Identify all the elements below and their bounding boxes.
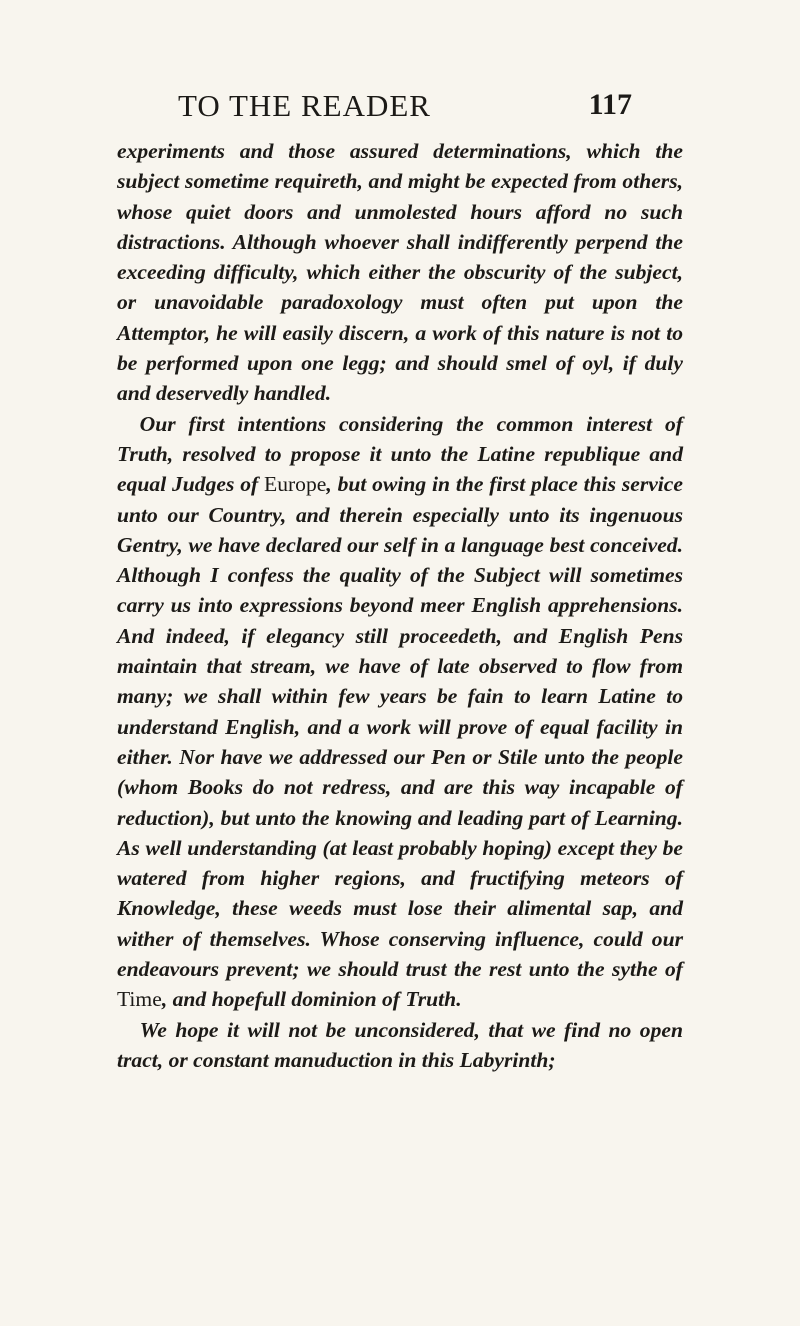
paragraph-3-text: We hope it will not be unconsidered, that we find no open tract, or constant manuduction in this Labyrinth; [117,1017,683,1072]
page-number: 117 [588,88,632,121]
paragraph-2-roman-time: Time [117,987,162,1012]
paragraph-1-text: experiments and those assured determinations, which the subject sometime requireth, and might be expected from others, whose quiet doors and unmolested hours afford no such distractions. Although whoever shall indifferently perpend the exceeding difficulty, which either the obscurity of the subject, or unavoidable paradoxology must often put upon the Attemptor, he will easily discern, a work of this nature is not to be performed upon one legg; and should smel of oyl, if duly and deservedly handled. [117,139,683,406]
paragraph-2-text-a: Our first intentions considering the common interest of Truth, resolved to propose it unto the Latine republique and equal Judges of [117,411,683,497]
paragraph-2-text-c: , and hopefull dominion of Truth. [161,987,462,1012]
paragraph-3 [117,1015,683,1076]
paragraph-1 [117,136,683,409]
paragraph-2 [117,409,683,1015]
paragraph-2-roman-europe: Europe [264,472,327,497]
paragraph-2-text-b: , but owing in the first place this service unto our Country, and therein especially unto its ingenuous Gentry, we have declared our self in a language best conceived. Although I confess the quality of the Subject will sometimes carry us into expressions beyond meer English apprehensions. And indeed, if elegancy still proceedeth, and English Pens maintain that stream, we have of late observed to flow from many; we shall within few years be fain to learn Latine to understand English, and a work will prove of equal facility in either. Nor have we addressed our Pen or Stile unto the people (whom Books do not redress, and are this way incapable of reduction), but unto the knowing and leading part of Learning. As well understanding (at least probably hoping) except they be watered from higher regions, and fructifying meteors of Knowledge, these weeds must lose their alimental sap, and wither of themselves. Whose conserving influence, could our endeavours prevent; we should trust the rest unto the sythe of [117,472,683,982]
body-text [117,136,683,1075]
running-head-title: TO THE READER [178,88,431,123]
running-head [172,88,632,128]
